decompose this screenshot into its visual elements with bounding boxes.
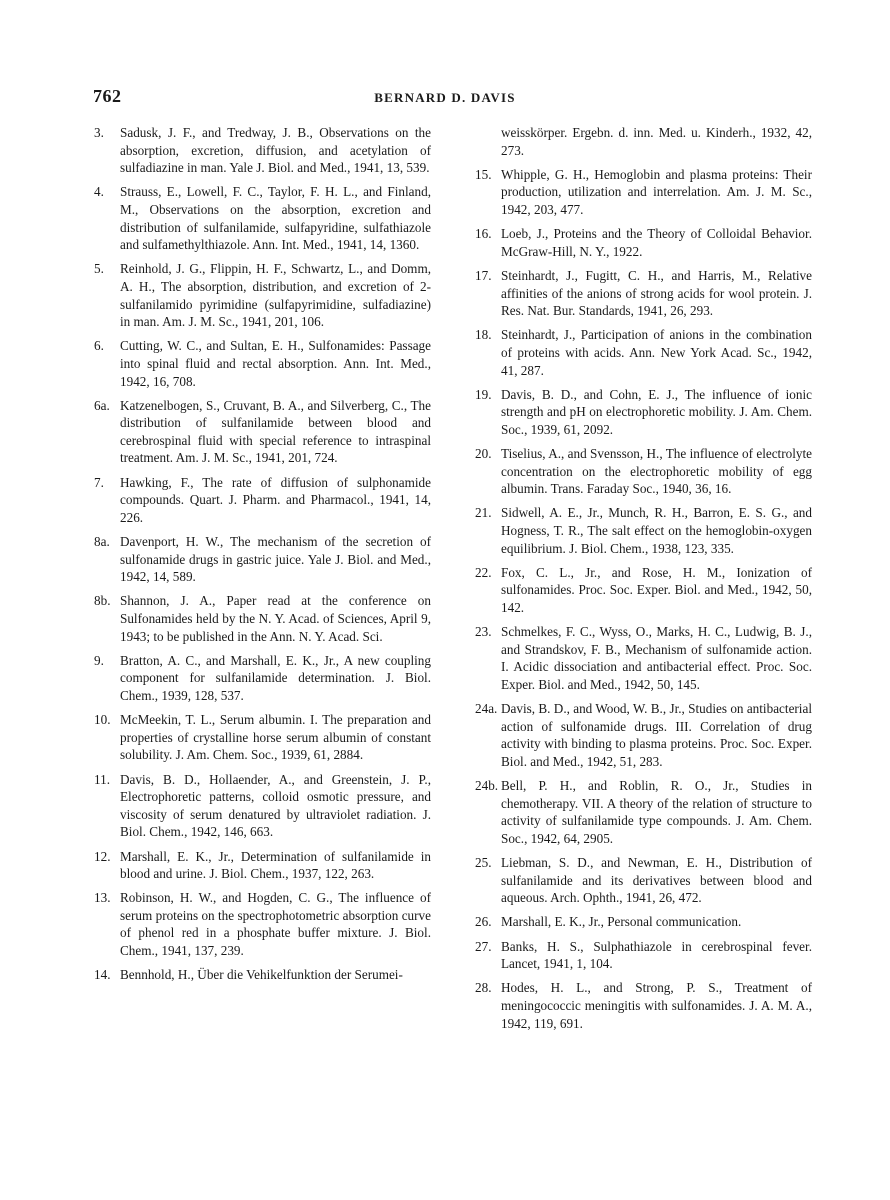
reference-text: Tiselius, A., and Svensson, H., The influence of electrolyte concentration on the electrophoretic mobility of egg albumin. Trans. Faraday Soc., 1940, 36, 16. — [501, 446, 812, 497]
reference-number: 7. — [94, 474, 104, 490]
reference-number: 12. — [94, 848, 111, 864]
reference-number: 14. — [94, 967, 111, 983]
reference-number: 22. — [475, 564, 492, 580]
reference-number: 23. — [475, 624, 492, 640]
reference-text: Steinhardt, J., Fugitt, C. H., and Harris, M., Relative affinities of the anions of strong acids for wool protein. J. Res. Nat. Bur. Standards, 1941, 26, 293. — [501, 267, 812, 319]
reference-text: Sadusk, J. F., and Tredway, J. B., Observations on the absorption, excretion, diffusion, and acetylation of sulfadiazine in man. Yale J. Biol. and Med., 1941, 13, 539. — [120, 125, 431, 176]
reference-entry — [475, 225, 812, 260]
reference-entry — [94, 889, 431, 959]
reference-entry — [94, 337, 431, 390]
reference-entry — [475, 623, 812, 693]
reference-text: Katzenelbogen, S., Cruvant, B. A., and Silverberg, C., The distribution of sulfanilamide between blood and cerebrospinal fluid with special reference to intraspinal treatment. Am. J. M. Sc., 1941, 201, 724. — [120, 397, 431, 466]
reference-text: Shannon, J. A., Paper read at the conference on Sulfonamides held by the N. Y. Acad. of Sciences, April 9, 1943; to be published in the Ann. N. Y. Acad. Sci. — [120, 593, 431, 644]
reference-text: Whipple, G. H., Hemoglobin and plasma proteins: Their production, utilization and interrelation. Am. J. M. Sc., 1942, 203, 477. — [501, 166, 812, 217]
reference-entry — [94, 966, 431, 984]
reference-text: Banks, H. S., Sulphathiazole in cerebrospinal fever. Lancet, 1941, 1, 104. — [501, 938, 812, 972]
reference-entry — [94, 711, 431, 764]
reference-number: 8b. — [94, 593, 111, 609]
reference-entry — [475, 938, 812, 973]
reference-entry — [475, 854, 812, 907]
reference-number: 25. — [475, 855, 492, 871]
reference-number: 24a. — [475, 701, 498, 717]
reference-entry — [475, 979, 812, 1032]
reference-text: Cutting, W. C., and Sultan, E. H., Sulfonamides: Passage into spinal fluid and rectal absorption. Ann. Int. Med., 1942, 16, 708. — [120, 338, 431, 389]
reference-text: Bell, P. H., and Roblin, R. O., Jr., Studies in chemotherapy. VII. A theory of the relation of structure to activity of sulfanilamide type compounds. J. Am. Chem. Soc., 1942, 64, 2905. — [501, 778, 812, 846]
reference-number: 8a. — [94, 534, 110, 550]
reference-text: Bennhold, H., Über die Vehikelfunktion der Serumei- — [120, 967, 403, 983]
reference-text: Schmelkes, F. C., Wyss, O., Marks, H. C., Ludwig, B. J., and Strandskov, F. B., Mechanism of sulfonamide action. I. Acidic dissociation and antibacterial effect. Proc. Soc. Exper. Biol. and Med., 1942, 50, 145. — [501, 624, 812, 692]
reference-entry — [475, 326, 812, 379]
reference-entry — [475, 777, 812, 847]
reference-number: 20. — [475, 446, 492, 462]
reference-entry — [475, 166, 812, 219]
reference-number: 5. — [94, 261, 104, 277]
reference-number: 21. — [475, 505, 492, 521]
reference-text: Reinhold, J. G., Flippin, H. F., Schwartz, L., and Domm, A. H., The absorption, distribution, and excretion of 2-sulfanilamido pyrimidine (sulfapyrimidine, sulfadiazine) in man. Am. J. M. Sc., 1941, 201, 106. — [120, 261, 431, 330]
reference-text: Bratton, A. C., and Marshall, E. K., Jr., A new coupling component for sulfanilamide determination. J. Biol. Chem., 1939, 128, 537. — [120, 652, 431, 703]
reference-number: 6. — [94, 338, 104, 354]
reference-entry — [475, 504, 812, 557]
reference-entry — [94, 260, 431, 330]
reference-entry — [475, 564, 812, 617]
reference-entry — [475, 445, 812, 498]
reference-number: 10. — [94, 712, 111, 728]
reference-text: Davis, B. D., and Wood, W. B., Jr., Studies on antibacterial action of sulfonamide drugs. III. Correlation of drug activity with binding to plasma proteins. Proc. Soc. Exper. Biol. and Med., 1942, 51, 283. — [501, 701, 812, 769]
reference-entry — [94, 848, 431, 883]
reference-number: 19. — [475, 386, 492, 402]
reference-text: Fox, C. L., Jr., and Rose, H. M., Ionization of sulfonamides. Proc. Soc. Exper. Biol. and Med., 1942, 50, 142. — [501, 564, 812, 615]
reference-number: 13. — [94, 890, 111, 906]
reference-number: 6a. — [94, 397, 110, 413]
reference-entry — [475, 124, 812, 159]
reference-entry — [94, 183, 431, 253]
reference-number: 18. — [475, 327, 492, 343]
reference-text: Strauss, E., Lowell, F. C., Taylor, F. H. L., and Finland, M., Observations on the absorption, excretion and distribution of sulfanilamide, sulfapyridine, sulfathiazole and sulfamethylthiazole. Ann. Int. Med., 1941, 14, 1360. — [120, 184, 431, 253]
page-number: 762 — [93, 86, 122, 106]
reference-text: Hawking, F., The rate of diffusion of sulphonamide compounds. Quart. J. Pharm. and Pharmacol., 1941, 14, 226. — [120, 474, 431, 525]
reference-number: 11. — [94, 771, 110, 787]
reference-entry — [94, 652, 431, 705]
reference-text: Liebman, S. D., and Newman, E. H., Distribution of sulfanilamide and its derivatives between blood and aqueous. Arch. Ophth., 1941, 26, 472. — [501, 855, 812, 906]
reference-text: Davis, B. D., Hollaender, A., and Greenstein, J. P., Electrophoretic patterns, colloid osmotic pressure, and viscosity of serum denatured by ultraviolet radiation. J. Biol. Chem., 1942, 146, 663. — [120, 771, 431, 840]
reference-entry — [475, 913, 812, 931]
reference-text: Loeb, J., Proteins and the Theory of Colloidal Behavior. McGraw-Hill, N. Y., 1922. — [501, 226, 812, 259]
reference-number: 17. — [475, 267, 492, 283]
reference-column-right — [475, 124, 812, 1039]
reference-entry — [94, 124, 431, 177]
reference-entry — [475, 267, 812, 320]
reference-text: Marshall, E. K., Jr., Personal communication. — [501, 914, 742, 930]
reference-entry — [94, 397, 431, 467]
reference-text: Marshall, E. K., Jr., Determination of sulfanilamide in blood and urine. J. Biol. Chem., 1937, 122, 263. — [120, 848, 431, 882]
reference-column-left — [94, 124, 431, 990]
reference-entry — [475, 386, 812, 439]
reference-entry — [94, 771, 431, 841]
reference-text: Robinson, H. W., and Hogden, C. G., The influence of serum proteins on the spectrophotometric absorption curve of phenol red in a phosphate buffer mixture. J. Biol. Chem., 1941, 137, 239. — [120, 890, 431, 959]
reference-text: Sidwell, A. E., Jr., Munch, R. H., Barron, E. S. G., and Hogness, T. R., The salt effect on the hemoglobin-oxygen equilibrium. J. Biol. Chem., 1938, 123, 335. — [501, 505, 812, 556]
reference-number: 24b. — [475, 778, 499, 794]
reference-number: 16. — [475, 226, 492, 242]
reference-text: Davenport, H. W., The mechanism of the secretion of sulfonamide drugs in gastric juice. Yale J. Biol. and Med., 1942, 14, 589. — [120, 534, 431, 585]
reference-text: Steinhardt, J., Participation of anions in the combination of proteins with acids. Ann. New York Acad. Sc., 1942, 41, 287. — [501, 327, 812, 378]
reference-number: 27. — [475, 938, 492, 954]
reference-entry — [475, 700, 812, 770]
reference-entry — [94, 474, 431, 527]
reference-number: 26. — [475, 914, 492, 930]
reference-number: 3. — [94, 125, 104, 140]
reference-entry — [94, 533, 431, 586]
reference-entry — [94, 592, 431, 645]
reference-text: Hodes, H. L., and Strong, P. S., Treatment of meningococcic meningitis with sulfonamides. J. A. M. A., 1942, 119, 691. — [501, 980, 812, 1031]
reference-number: 9. — [94, 652, 104, 668]
running-head: BERNARD D. DAVIS — [374, 90, 516, 105]
reference-text: McMeekin, T. L., Serum albumin. I. The preparation and properties of crystalline horse serum albumin of constant solubility. J. Am. Chem. Soc., 1939, 61, 2884. — [120, 712, 431, 763]
reference-number: 4. — [94, 184, 104, 200]
reference-text: Davis, B. D., and Cohn, E. J., The influence of ionic strength and pH on electrophoretic mobility. J. Am. Chem. Soc., 1939, 61, 2092. — [501, 386, 812, 437]
reference-text: weisskörper. Ergebn. d. inn. Med. u. Kinderh., 1932, 42, 273. — [501, 125, 812, 158]
reference-number: 15. — [475, 166, 492, 182]
reference-number: 28. — [475, 980, 492, 996]
